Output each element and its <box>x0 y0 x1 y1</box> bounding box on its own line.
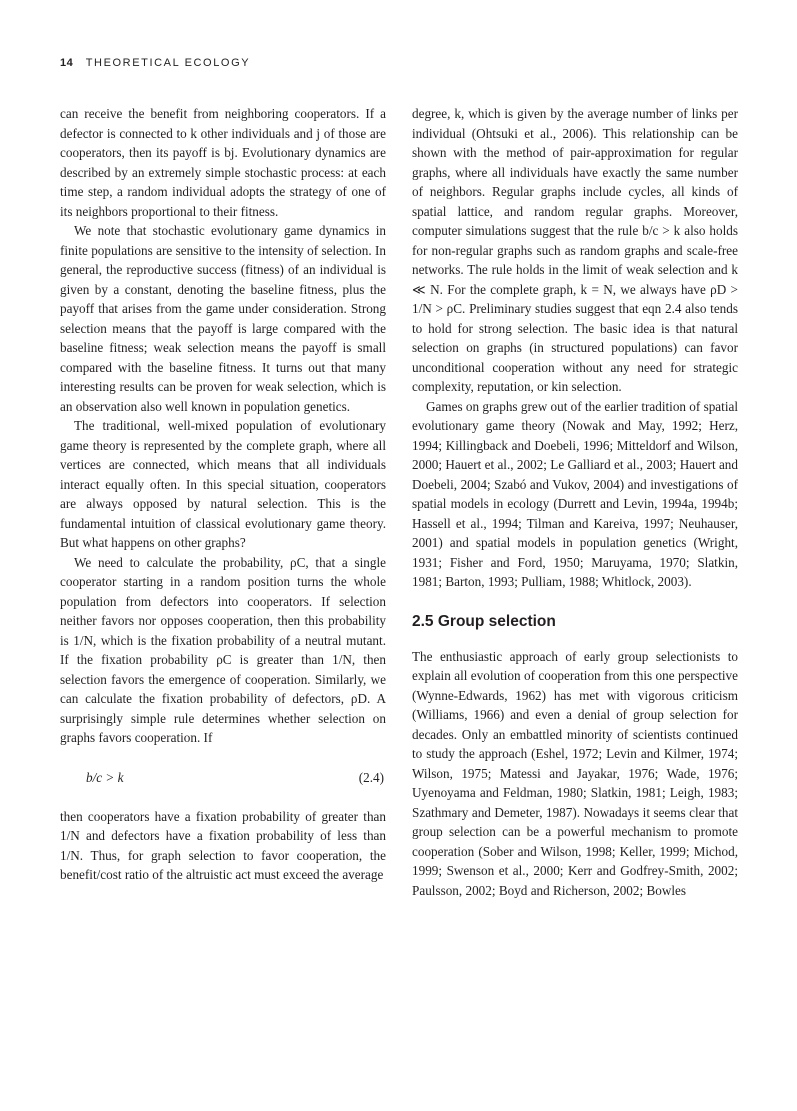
paragraph: can receive the benefit from neighboring cooperators. If a defector is connected to k other individuals and j of those are cooperators, then its payoff is bj. Evolutionary dynamics are described by an extremely simple stochastic process: at each time step, a random individual adopts the strategy of one of its neighbors proportional to their fitness. <box>60 106 386 219</box>
right-column <box>412 104 738 900</box>
paragraph: The traditional, well-mixed population of evolutionary game theory is represented by the complete graph, where all vertices are connected, which means that all individuals interact equally often. In this special situation, cooperators are always opposed by natural selection. This is the fundamental intuition of classical evolutionary game theory. But what happens on other graphs? <box>60 418 386 550</box>
paragraph: The enthusiastic approach of early group selectionists to explain all evolution of cooperation from this one perspective (Wynne-Edwards, 1962) has met with vigorous criticism (Williams, 1966) and even a denial of group selection for decades. Only an embattled minority of scientists continued to study the approach (Eshel, 1972; Levin and Kilmer, 1974; Wilson, 1975; Matessi and Jayakar, 1976; Wade, 1976; Uyenoyama and Feldman, 1980; Slatkin, 1981; Leigh, 1983; Szathmary and Demeter, 1987). Nowadays it seems clear that group selection can be a powerful mechanism to promote cooperation (Sober and Wilson, 1998; Keller, 1999; Michod, 1999; Swenson et al., 2000; Kerr and Godfrey-Smith, 2002; Paulsson, 2002; Boyd and Richerson, 2002; Bowles <box>412 648 738 898</box>
page-number: 14 <box>60 57 74 69</box>
paragraph: We note that stochastic evolutionary game dynamics in finite populations are sensitive to the intensity of selection. In general, the reproductive success (fitness) of an individual is given by a constant, denoting the baseline fitness, plus the payoff that arises from the game under consideration. Strong selection means that the payoff is large compared with the baseline fitness; weak selection means the payoff is small compared with the baseline fitness. It turns out that many interesting results can be proven for weak selection, which is an observation also well known in population genetics. <box>60 223 386 414</box>
paragraph: degree, k, which is given by the average number of links per individual (Ohtsuki et al., 2006). This relationship can be shown with the method of pair-approximation for regular graphs, where all individuals have exactly the same number of neighbors. Regular graphs include cycles, all kinds of spatial lattice, and random regular graphs. Moreover, computer simulations suggest that the rule b/c > k also holds for non-regular graphs such as random graphs and scale-free networks. The rule holds in the limit of weak selection and k ≪ N. For the complete graph, k = N, we always have ρD > 1/N > ρC. Preliminary studies suggest that eqn 2.4 also tends to hold for strong selection. The basic idea is that natural selection on graphs (in structured populations) can favor unconditional cooperation without any need for strategic complexity, reputation, or kin selection. <box>412 106 738 394</box>
running-header <box>60 57 250 69</box>
paragraph: We need to calculate the probability, ρC, that a single cooperator starting in a random position turns the whole population from defectors into cooperators. If selection neither favors nor opposes cooperation, then this probability is 1/N, which is the fixation probability of a neutral mutant. If the fixation probability ρC is greater than 1/N, then selection favors the emergence of cooperation. Similarly, we can calculate the fixation probability of defectors, ρD. A surprisingly simple rule determines whether selection on graphs favors cooperation. If <box>60 554 386 745</box>
equation-expression: b/c > k <box>86 769 124 785</box>
paragraph: then cooperators have a fixation probability of greater than 1/N and defectors have a fixation probability of less than 1/N. Thus, for graph selection to favor cooperation, the benefit/cost ratio of the altruistic act must exceed the average <box>60 808 386 882</box>
paragraph: Games on graphs grew out of the earlier tradition of spatial evolutionary game theory (Nowak and May, 1992; Herz, 1994; Killingback and Doebeli, 1996; Mitteldorf and Wilson, 2000; Hauert et al., 2002; Le Galliard et al., 2003; Hauert and Doebeli, 2004; Szabó and Vukov, 2004) and investigations of spatial models in ecology (Durrett and Levin, 1994a, 1994b; Hassell et al., 1994; Tilman and Kareiva, 1997; Neuhauser, 2001) and spatial models in population genetics (Wright, 1931; Fisher and Ford, 1950; Maruyama, 1970; Slatkin, 1981; Barton, 1993; Pulliam, 1988; Whitlock, 2003). <box>412 398 739 589</box>
equation-number: (2.4) <box>358 769 384 785</box>
running-title: THEORETICAL ECOLOGY <box>85 57 251 69</box>
equation-2-4 <box>60 768 386 788</box>
left-column <box>60 104 386 885</box>
section-heading: 2.5 Group selection <box>412 612 556 630</box>
